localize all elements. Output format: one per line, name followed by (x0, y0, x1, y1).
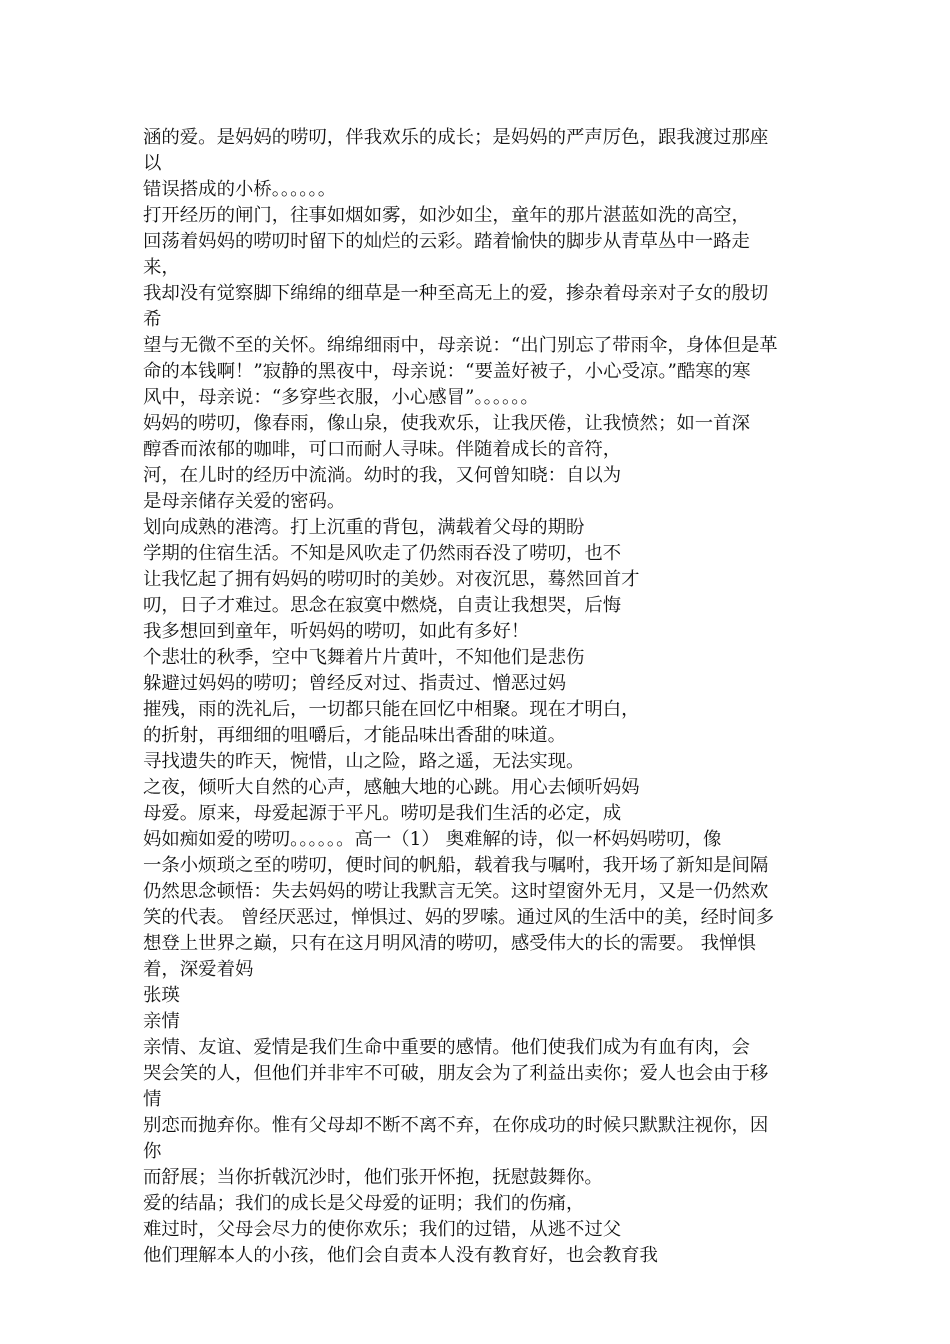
text-line: 我却没有觉察脚下绵绵的细草是一种至高无上的爱，掺杂着母亲对子女的殷切 (143, 283, 769, 304)
text-line: 望与无微不至的关怀。绵绵细雨中，母亲说：“出门别忘了带雨伞，身体但是革 (143, 335, 778, 356)
text-line: 着，深爱着妈 (143, 959, 254, 980)
text-line: 亲情、友谊、爱情是我们生命中重要的感情。他们使我们成为有血有肉，会 (143, 1037, 750, 1058)
text-line: 我多想回到童年，听妈妈的唠叨，如此有多好！ (143, 621, 530, 642)
text-line: 而舒展；当你折戟沉沙时，他们张开怀抱，抚慰鼓舞你。 (143, 1167, 603, 1188)
text-line: 你 (143, 1141, 162, 1162)
text-line: 命的本钱啊！”寂静的黑夜中，母亲说：“要盖好被子，小心受凉。”酷寒的寒 (143, 361, 751, 382)
text-line: 寻找遗失的昨天，惋惜，山之险，路之遥，无法实现。 (143, 751, 585, 772)
text-line: 难过时，父母会尽力的使你欢乐；我们的过错，从逃不过父 (143, 1219, 622, 1240)
text-line: 学期的住宿生活。不知是风吹走了仍然雨吞没了唠叨，也不 (143, 543, 622, 564)
text-line: 躲避过妈妈的唠叨；曾经反对过、指责过、憎恶过妈 (143, 673, 566, 694)
text-line: 划向成熟的港湾。打上沉重的背包，满载着父母的期盼 (143, 517, 585, 538)
text-line: 哭会笑的人，但他们并非牢不可破，朋友会为了利益出卖你；爱人也会由于移 (143, 1063, 769, 1084)
text-line: 涵的爱。是妈妈的唠叨，伴我欢乐的成长；是妈妈的严声厉色，跟我渡过那座 (143, 127, 769, 148)
text-line: 笑的代表。 曾经厌恶过，惮惧过、妈的罗嗦。通过风的生活中的美，经时间多 (143, 907, 775, 928)
text-line: 别恋而抛弃你。惟有父母却不断不离不弃，在你成功的时候只默默注视你，因 (143, 1115, 769, 1136)
text-line: 之夜，倾听大自然的心声，感触大地的心跳。用心去倾听妈妈 (143, 777, 640, 798)
text-line: 妈妈的唠叨，像春雨，像山泉，使我欢乐，让我厌倦，让我愤然；如一首深 (143, 413, 750, 434)
text-line: 妈如痴如爱的唠叨。。。。。。高一（1） 奥难解的诗，似一杯妈妈唠叨，像 (143, 829, 722, 850)
text-line: 的折射，再细细的咀嚼后，才能品味出香甜的味道。 (143, 725, 566, 746)
text-line: 打开经历的闸门，往事如烟如雾，如沙如尘，童年的那片湛蓝如洗的高空， (143, 205, 750, 226)
text-line: 想登上世界之巅，只有在这月明风清的唠叨，感受伟大的长的需要。 我惮惧 (143, 933, 756, 954)
text-line: 河，在儿时的经历中流淌。幼时的我，又何曾知晓：自以为 (143, 465, 622, 486)
text-line: 来， (143, 257, 180, 278)
text-line: 仍然思念顿悟：失去妈妈的唠让我默言无笑。这时望窗外无月，又是一仍然欢 (143, 881, 769, 902)
text-line: 母爱。原来，母爱起源于平凡。唠叨是我们生活的必定，成 (143, 803, 622, 824)
text-line: 摧残，雨的洗礼后，一切都只能在回忆中相聚。现在才明白， (143, 699, 640, 720)
text-line: 希 (143, 309, 162, 330)
text-line: 他们理解本人的小孩，他们会自责本人没有教育好，也会教育我 (143, 1245, 658, 1266)
text-line: 爱的结晶；我们的成长是父母爱的证明；我们的伤痛， (143, 1193, 585, 1214)
text-line: 个悲壮的秋季，空中飞舞着片片黄叶，不知他们是悲伤 (143, 647, 585, 668)
text-line: 错误搭成的小桥。。。。。。 (143, 179, 337, 200)
text-line: 风中，母亲说：“多穿些衣服，小心感冒”。。。。。。 (143, 387, 539, 408)
body-text (143, 125, 823, 1269)
text-line: 张瑛 (143, 985, 180, 1006)
text-line: 以 (143, 153, 162, 174)
text-line: 亲情 (143, 1011, 180, 1032)
text-line: 让我忆起了拥有妈妈的唠叨时的美妙。对夜沉思，蓦然回首才 (143, 569, 640, 590)
text-line: 回荡着妈妈的唠叨时留下的灿烂的云彩。踏着愉快的脚步从青草丛中一路走 (143, 231, 750, 252)
text-line: 情 (143, 1089, 162, 1110)
text-line: 一条小烦琐之至的唠叨，便时间的帆船，载着我与嘱咐，我开场了新知是间隔 (143, 855, 769, 876)
text-line: 是母亲储存关爱的密码。 (143, 491, 346, 512)
text-line: 醇香而浓郁的咖啡，可口而耐人寻味。伴随着成长的音符， (143, 439, 622, 460)
text-line: 叨，日子才难过。思念在寂寞中燃烧，自责让我想哭，后悔 (143, 595, 622, 616)
